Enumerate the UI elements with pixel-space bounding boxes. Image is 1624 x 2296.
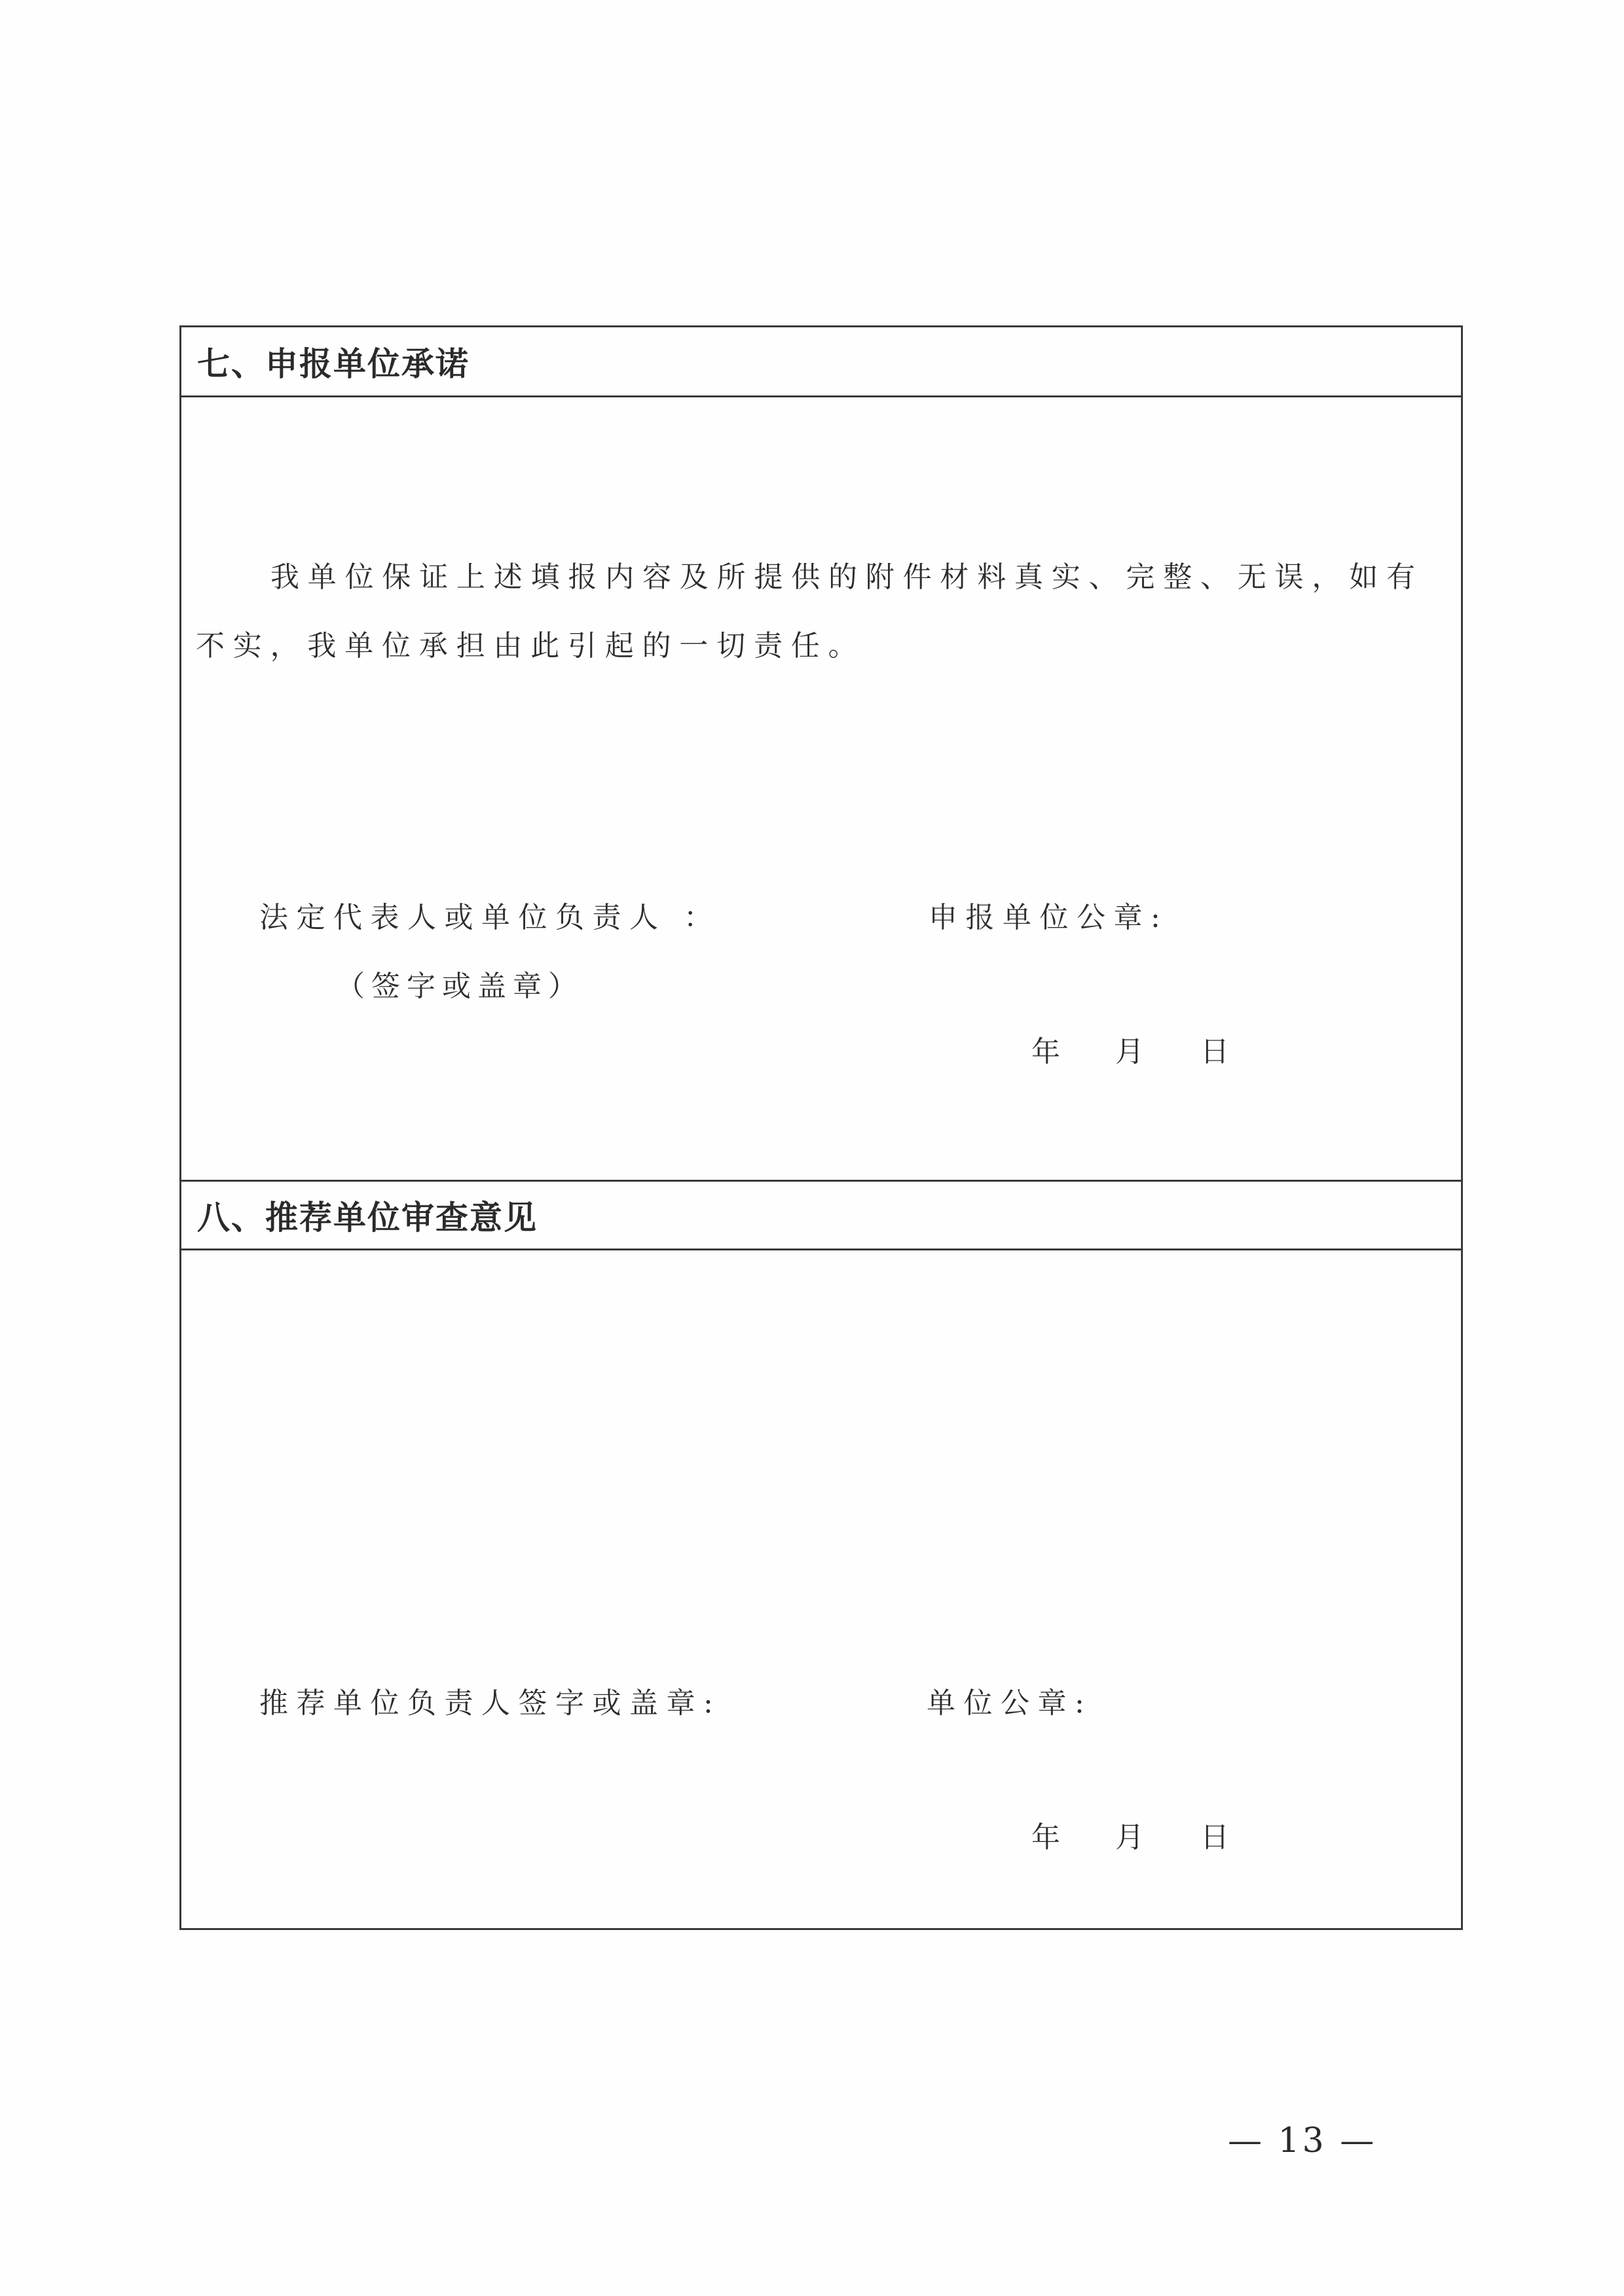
date-year-field[interactable]: 年 — [1031, 1821, 1060, 1854]
section-eight-header — [181, 1182, 1461, 1250]
date-month-field[interactable]: 月 — [1115, 1035, 1144, 1068]
commitment-text: 我单位保证上述填报内容及所提供的附件材料真实、完整、无误，如有不实，我单位承担由此引起的一切责任。 — [196, 560, 1424, 663]
recommender-signature-label: 推荐单位负责人签字或盖章: — [259, 1686, 722, 1720]
applicant-unit-seal-label: 申报单位公章: — [929, 901, 1169, 934]
form-table — [179, 325, 1463, 1930]
date-day-field[interactable]: 日 — [1200, 1821, 1229, 1854]
legal-representative-signature-label: 法定代表人或单位负责人 ： — [259, 901, 721, 934]
section-seven-body — [181, 397, 1461, 1182]
section-seven-header — [181, 327, 1461, 397]
unit-seal-label: 单位公章: — [927, 1686, 1093, 1720]
date-day-field[interactable]: 日 — [1200, 1035, 1229, 1068]
date-month-field[interactable]: 月 — [1115, 1821, 1144, 1854]
section-eight-title: 八、推荐单位审查意见 — [197, 1199, 538, 1237]
page-number: — 13 — — [1228, 2121, 1377, 2160]
section-seven-title: 七、申报单位承诺 — [197, 345, 470, 383]
sign-or-seal-note: （签字或盖章） — [336, 970, 583, 1003]
section-eight-body — [181, 1250, 1461, 1930]
date-year-field[interactable]: 年 — [1031, 1035, 1060, 1068]
